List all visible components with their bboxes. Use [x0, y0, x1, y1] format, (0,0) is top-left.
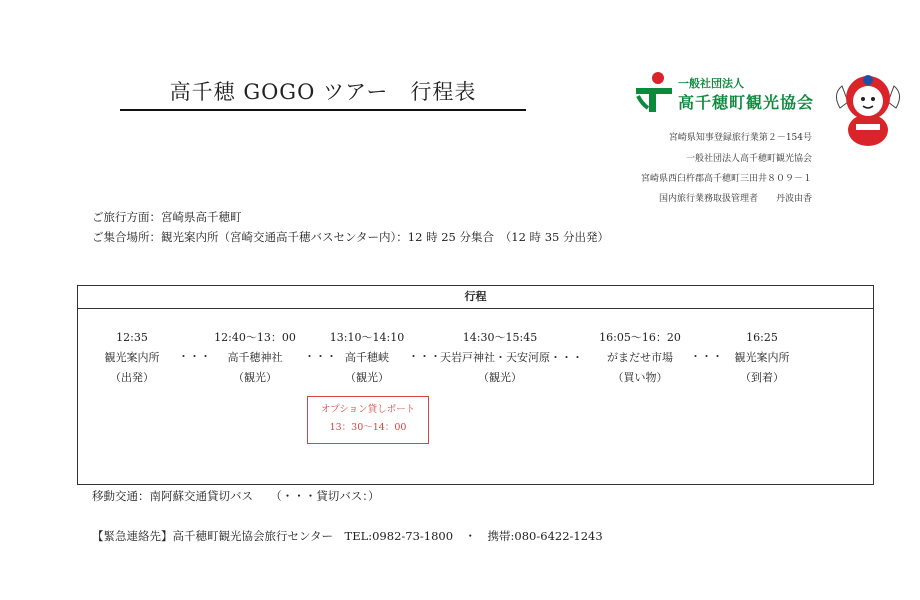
stop-time: 12:35 — [116, 331, 148, 344]
logo-org-type: 一般社団法人 — [678, 77, 744, 90]
itinerary-box — [77, 285, 874, 485]
stop-time: 16:25 — [746, 331, 778, 344]
stop-note: （出発） — [110, 371, 154, 384]
stop-note: （買い物） — [612, 371, 668, 384]
trip-meeting-place: ご集合場所：観光案内所（宮崎交通高千穂バスセンター内）：12 時 25 分集合 （12 時 35 分出発） — [92, 230, 610, 244]
stop-time: 13:10～14:10 — [329, 331, 405, 344]
stop-place: 高千穂峡 — [345, 351, 389, 364]
stop-note: （観光） — [345, 371, 389, 384]
itinerary-stop — [72, 328, 192, 388]
stop-place: 観光案内所 — [104, 351, 160, 364]
stop-note: （到着） — [740, 371, 784, 384]
tourism-association-logo-icon — [632, 70, 676, 114]
mascot-character-icon — [832, 68, 904, 148]
stop-time: 16:05～16：20 — [599, 331, 681, 344]
itinerary-stop — [702, 328, 822, 388]
trip-destination: ご旅行方面：宮崎県高千穂町 — [92, 210, 242, 224]
itinerary-stop — [580, 328, 700, 388]
option-label: オプション貸しボート — [320, 404, 416, 415]
route-separator: ・・・ — [408, 350, 441, 363]
route-separator: ・・・ — [690, 350, 723, 363]
itinerary-stop — [195, 328, 315, 388]
option-boat-box — [307, 396, 429, 444]
agency-manager: 国内旅行業務取扱管理者 丹波由香 — [658, 194, 812, 204]
stop-place: がまだせ市場 — [607, 351, 673, 364]
logo-org-name: 高千穂町観光協会 — [678, 93, 815, 112]
stop-place: 観光案内所 — [734, 351, 790, 364]
itinerary-heading: 行程 — [78, 286, 873, 309]
option-time: 13：30～14：00 — [329, 422, 407, 433]
agency-name: 一般社団法人高千穂町観光協会 — [685, 154, 812, 164]
route-separator: ・・・ — [304, 350, 337, 363]
stop-place: 高千穂神社 — [227, 351, 283, 364]
page-title: 高千穂 GOGO ツアー 行程表 — [120, 76, 526, 111]
itinerary-stop — [440, 328, 583, 388]
stop-time: 14:30～15:45 — [462, 331, 538, 344]
agency-address: 宮崎県西臼杵郡高千穂町三田井８０９－１ — [640, 174, 812, 184]
stop-note: （観光） — [478, 371, 522, 384]
emergency-contact: 【緊急連絡先】高千穂町観光協会旅行センター TEL:0982-73-1800 ・ 携帯:080-6422-1243 — [92, 529, 603, 543]
transport-info: 移動交通：南阿蘇交通貸切バス （・・・貸切バス：） — [92, 489, 380, 503]
stop-note: （観光） — [233, 371, 277, 384]
agency-registration: 宮崎県知事登録旅行業第２－154号 — [668, 133, 812, 143]
route-separator: ・・・ — [178, 350, 211, 363]
stop-place: 天岩戸神社・天安河原・・・ — [440, 351, 583, 364]
stop-time: 12:40～13：00 — [214, 331, 296, 344]
